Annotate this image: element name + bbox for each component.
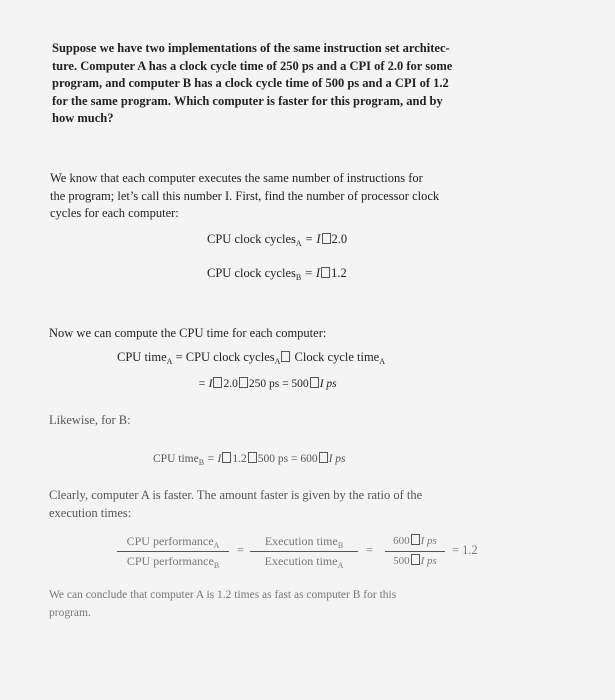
- equation-cpu-time-b: [153, 452, 346, 467]
- equals-sign: =: [237, 543, 245, 557]
- times-glyph-icon: [222, 452, 231, 463]
- likewise-text: Likewise, for B:: [49, 413, 131, 427]
- times-glyph-icon: [411, 554, 420, 565]
- times-glyph-icon: [322, 233, 331, 244]
- eq-rhs: 500 ps = 600: [257, 453, 318, 465]
- eq-lhs: CPU time: [117, 350, 167, 364]
- times-glyph-icon: [411, 534, 420, 545]
- problem-line: for the same program. Which computer is faster for this program, and by: [52, 93, 443, 108]
- equation-cpu-time-a-line2: [198, 377, 337, 390]
- eq-rhs: 1.2: [331, 266, 347, 280]
- solution-line: We know that each computer executes the same number of instructions for: [50, 171, 423, 185]
- eq-rhs: = CPU clock cycles: [172, 350, 275, 364]
- eq-sub: A: [213, 541, 220, 550]
- problem-line: ture. Computer A has a clock cycle time of 250 ps and a CPI of 2.0 for some: [52, 58, 453, 73]
- clearly-line: Clearly, computer A is faster. The amount faster is given by the ratio of the: [49, 488, 423, 502]
- times-glyph-icon: [248, 452, 257, 463]
- equation-clock-cycles-b: [207, 266, 347, 282]
- times-glyph-icon: [213, 377, 222, 388]
- eq-rhs: 250 ps = 500: [248, 378, 309, 390]
- solution-line-text: the program; let’s call this number I. First, find the number of processor clock: [50, 188, 440, 203]
- eq-sub: A: [295, 239, 302, 248]
- eq-rhs: = I: [301, 232, 321, 246]
- conclusion-line: program.: [49, 606, 91, 619]
- eq-rhs: = I: [198, 378, 213, 390]
- eq-lhs: CPU clock cycles: [207, 232, 296, 246]
- frac-text: I ps: [420, 555, 437, 567]
- solution-intro: [50, 170, 562, 223]
- eq-lhs: CPU clock cycles: [207, 266, 296, 280]
- frac-text: Execution time: [264, 554, 338, 568]
- times-glyph-icon: [310, 377, 319, 388]
- eq-sub: B: [295, 273, 302, 282]
- fraction-bar: [385, 551, 445, 552]
- frac-text: CPU performance: [126, 534, 214, 548]
- eq-rhs: 2.0: [223, 378, 238, 390]
- ratio-result: = 1.2: [452, 543, 478, 557]
- ratio-num1: [117, 534, 229, 550]
- eq-sub: A: [337, 561, 344, 570]
- frac-text: 600: [393, 535, 410, 547]
- conclusion-paragraph: [49, 587, 569, 622]
- equation-cpu-time-a: [117, 350, 385, 366]
- frac-text: 500: [393, 555, 410, 567]
- times-glyph-icon: [281, 351, 290, 362]
- eq-lhs: CPU time: [153, 453, 199, 465]
- eq-sub: B: [337, 541, 344, 550]
- ratio-den1: [117, 554, 229, 570]
- times-glyph-icon: [321, 267, 330, 278]
- solution-line: cycles for each computer:: [50, 206, 179, 220]
- frac-text: CPU performance: [126, 554, 214, 568]
- frac-text: Execution time: [264, 534, 338, 548]
- cpu-time-intro: Now we can compute the CPU time for each computer:: [49, 326, 327, 340]
- problem-line: program, and computer B has a clock cycle time of 500 ps and a CPI of 1.2: [52, 76, 449, 90]
- fraction-bar: [250, 551, 358, 552]
- eq-sub: A: [274, 357, 281, 366]
- equation-clock-cycles-a: [207, 232, 347, 248]
- eq-rhs: 1.2: [232, 453, 247, 465]
- ratio-den3: [385, 554, 445, 567]
- problem-statement: [52, 40, 567, 128]
- eq-sub: B: [198, 458, 205, 467]
- eq-rhs: I ps: [328, 453, 346, 465]
- frac-text: I ps: [420, 535, 437, 547]
- eq-sub: B: [213, 561, 220, 570]
- eq-rhs: Clock cycle time: [294, 350, 380, 364]
- eq-rhs: = I: [301, 266, 321, 280]
- problem-line: Suppose we have two implementations of the same instruction set architec-: [52, 41, 450, 55]
- equals-sign: =: [366, 543, 374, 557]
- clearly-paragraph: [49, 487, 569, 522]
- clearly-line: execution times:: [49, 505, 132, 520]
- eq-rhs: I ps: [319, 378, 337, 390]
- eq-rhs: = I: [204, 453, 222, 465]
- problem-line: how much?: [52, 111, 114, 125]
- eq-sub: A: [379, 357, 386, 366]
- ratio-num2: [250, 534, 358, 550]
- eq-rhs: 2.0: [331, 232, 348, 246]
- ratio-den2: [250, 554, 358, 570]
- fraction-bar: [117, 551, 229, 552]
- times-glyph-icon: [239, 377, 248, 388]
- ratio-num3: [385, 534, 445, 547]
- solution-line: [50, 188, 562, 206]
- times-glyph-icon: [319, 452, 328, 463]
- eq-sub: A: [166, 357, 173, 366]
- conclusion-line: We can conclude that computer A is 1.2 times as fast as computer B for this: [49, 589, 397, 601]
